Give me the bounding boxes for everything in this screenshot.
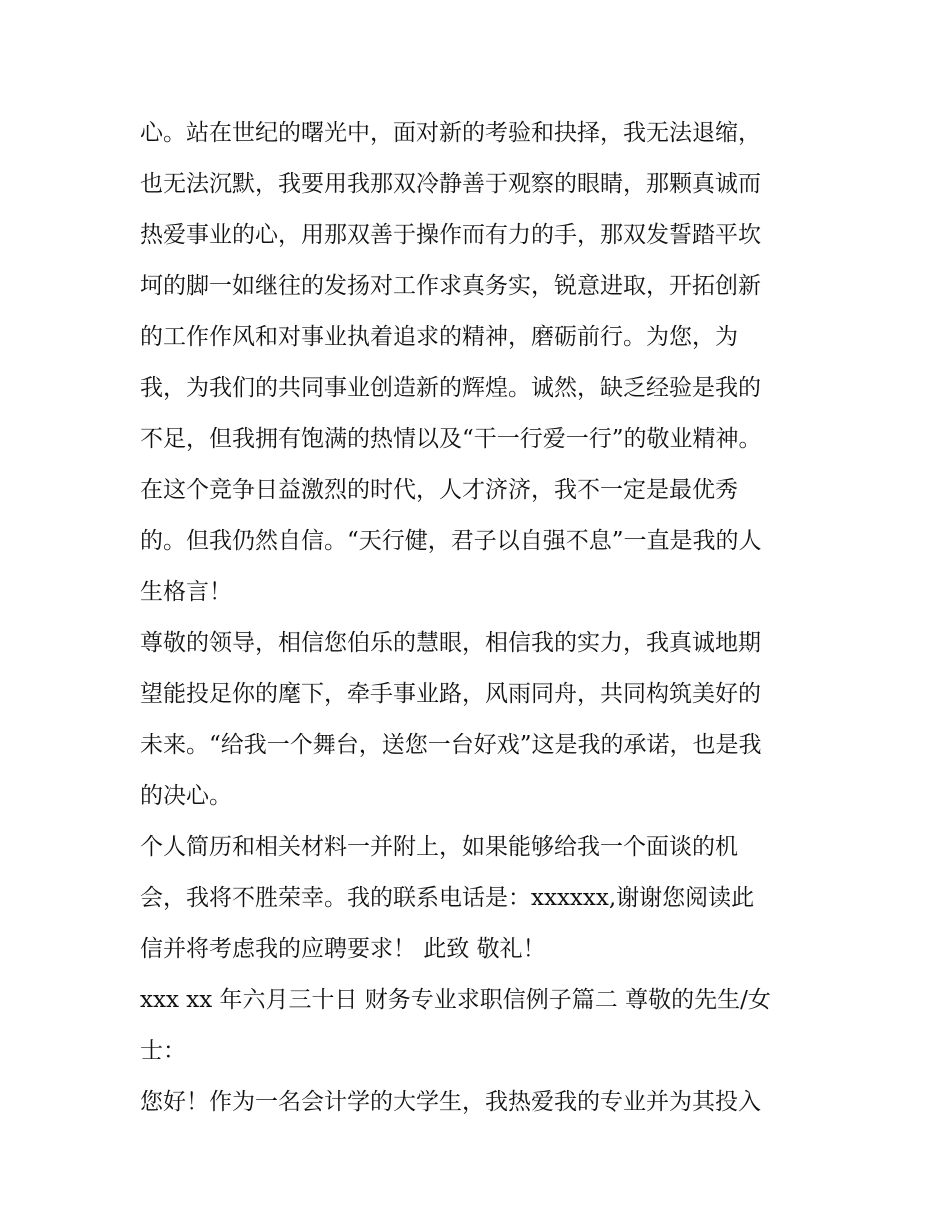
text-line: 尊敬的领导，相信您伯乐的慧眼，相信我的实力，我真诚地期 <box>140 630 761 656</box>
text-line: 我，为我们的共同事业创造新的辉煌。诚然，缺乏经验是我的 <box>140 375 761 401</box>
text-line: 您好！作为一名会计学的大学生，我热爱我的专业并为其投入 <box>140 1089 761 1115</box>
text-line: 心。站在世纪的曙光中，面对新的考验和抉择，我无法退缩， <box>140 120 761 146</box>
text-line: 望能投足你的麾下，牵手事业路，风雨同舟，共同构筑美好的 <box>140 681 761 707</box>
text-line: 未来。“给我一个舞台，送您一台好戏”这是我的承诺，也是我 <box>140 732 762 758</box>
text-line: 坷的脚一如继往的发扬对工作求真务实，锐意进取，开拓创新 <box>140 273 761 299</box>
letter-body <box>140 108 820 1128</box>
text-line: xxx xx 年六月三十日 财务专业求职信例子篇二 尊敬的先生/女 <box>140 987 771 1013</box>
text-line: 也无法沉默，我要用我那双冷静善于观察的眼睛，那颗真诚而 <box>140 171 761 197</box>
text-line: 的工作作风和对事业执着追求的精神，磨砺前行。为您，为 <box>140 324 738 350</box>
text-line: 个人简历和相关材料一并附上，如果能够给我一个面谈的机 <box>140 834 738 860</box>
text-line: 会，我将不胜荣幸。我的联系电话是：xxxxxx,谢谢您阅读此 <box>140 885 755 911</box>
text-line: 士： <box>140 1038 186 1064</box>
text-line: 在这个竞争日益激烈的时代，人才济济，我不一定是最优秀 <box>140 477 738 503</box>
text-line: 的决心。 <box>140 783 232 809</box>
text-line: 生格言！ <box>140 579 232 605</box>
text-line: 不足，但我拥有饱满的热情以及“干一行爱一行”的敬业精神。 <box>140 426 762 452</box>
text-line: 热爱事业的心，用那双善于操作而有力的手，那双发誓踏平坎 <box>140 222 761 248</box>
text-line: 的。但我仍然自信。“天行健，君子以自强不息”一直是我的人 <box>140 528 762 554</box>
text-line: 信并将考虑我的应聘要求！ 此致 敬礼！ <box>140 936 546 962</box>
